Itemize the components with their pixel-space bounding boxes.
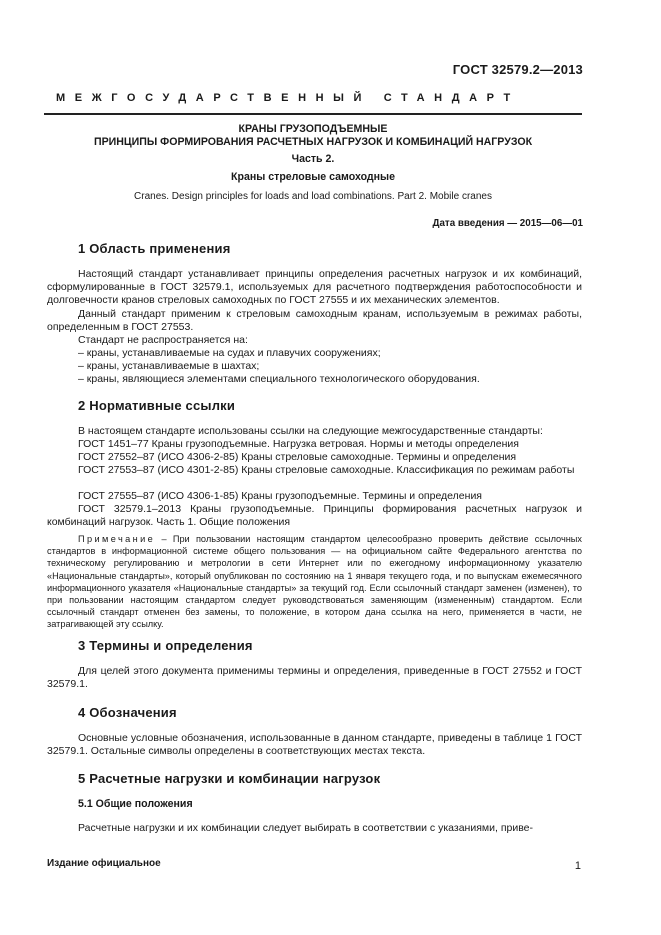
- title-english: Cranes. Design principles for loads and load combinations. Part 2. Mobile cranes: [134, 191, 492, 202]
- page-number: 1: [574, 860, 581, 872]
- note-label: Примечание: [78, 534, 156, 544]
- section-4-heading: 4 Обозначения: [78, 705, 177, 720]
- section-5-heading: 5 Расчетные нагрузки и комбинации нагрузок: [78, 771, 381, 786]
- section-1-paragraph-2-text: Данный стандарт применим к стреловым самоходным кранам, используемым в режимах работы, определенным в ГОСТ 27553.: [47, 308, 582, 334]
- title-part-name: Краны стреловые самоходные: [231, 171, 395, 183]
- section-1-paragraph-2: [47, 308, 582, 334]
- reference-item-text: ГОСТ 32579.1–2013 Краны грузоподъемные. Принципы формирования расчетных нагрузок и комбинаций нагрузок. Часть 1. Общие положения: [47, 503, 582, 529]
- subsection-5-1-heading: 5.1 Общие положения: [78, 798, 193, 810]
- section-2-heading: 2 Нормативные ссылки: [78, 398, 236, 413]
- section-1-paragraph-1-text: Настоящий стандарт устанавливает принципы определения расчетных нагрузок и их комбинаций, сформулированные в ГОСТ 32579.1, используемых для расчетного подтверждения работоспособности и долговечности кранов стреловых самоходных по ГОСТ 27555 и их механических элементов.: [47, 268, 582, 307]
- standard-banner: МЕЖГОСУДАРСТВЕННЫЙ СТАНДАРТ: [56, 92, 520, 104]
- section-3-paragraph-1: [47, 665, 582, 691]
- reference-item: ГОСТ 27552–87 (ИСО 4306-2-85) Краны стреловые самоходные. Термины и определения: [78, 451, 517, 463]
- list-item: – краны, являющиеся элементами специального технологического оборудования.: [78, 373, 480, 385]
- header-rule: [44, 113, 582, 115]
- section-3-heading: 3 Термины и определения: [78, 638, 253, 653]
- reference-item: ГОСТ 27555–87 (ИСО 4306-1-85) Краны грузоподъемные. Термины и определения: [78, 490, 482, 502]
- section-5-paragraph-1: [47, 822, 582, 835]
- note-text: – При пользовании настоящим стандартом целесообразно проверить действие ссылочных стандартов в информационной системе общего пользования — на официальном сайте Федерального агентства по техническому регулированию и метрологии в сети Интернет или по ежегодному информационному указателю «Национальные стандарты», который опубликован по состоянию на 1 января текущего года, и по выпускам ежемесячного информационного указателя «Национальные стандарты» за текущий год. Если ссылочный стандарт заменен (изменен), то при пользовании настоящим стандартом следует руководствоваться заменяющим (измененным) стандартом. Если ссылочный стандарт отменен без замены, то положение, в котором дана ссылка на него, применяется в части, не затрагивающей эту ссылку.: [47, 534, 582, 630]
- official-edition-label: Издание официальное: [47, 858, 161, 869]
- document-number: ГОСТ 32579.2—2013: [452, 62, 583, 77]
- section-5-paragraph-1-text: Расчетные нагрузки и их комбинации следует выбирать в соответствии с указаниями, приве-: [78, 822, 534, 834]
- references-note: [47, 533, 582, 631]
- section-1-paragraph-3: Стандарт не распространяется на:: [78, 334, 248, 346]
- introduction-date: Дата введения — 2015—06—01: [432, 218, 583, 229]
- section-1-paragraph-1: [47, 268, 582, 308]
- list-item: – краны, устанавливаемые в шахтах;: [78, 360, 260, 372]
- reference-item-text: ГОСТ 27553–87 (ИСО 4301-2-85) Краны стреловые самоходные. Классификация по режимам работы: [78, 464, 575, 476]
- section-3-paragraph-1-text: Для целей этого документа применимы термины и определения, приведенные в ГОСТ 27552 и ГОСТ 32579.1.: [47, 665, 582, 691]
- title-line-2: ПРИНЦИПЫ ФОРМИРОВАНИЯ РАСЧЕТНЫХ НАГРУЗОК И КОМБИНАЦИЙ НАГРУЗОК: [93, 136, 533, 148]
- list-item: – краны, устанавливаемые на судах и плавучих сооружениях;: [78, 347, 381, 359]
- section-4-paragraph-1-text: Основные условные обозначения, использованные в данном стандарте, приведены в таблице 1 ГОСТ 32579.1. Остальные символы определены в соответствующих местах текста.: [47, 732, 582, 758]
- section-1-heading: 1 Область применения: [78, 241, 231, 256]
- section-4-paragraph-1: [47, 732, 582, 758]
- title-line-1: КРАНЫ ГРУЗОПОДЪЕМНЫЕ: [238, 123, 388, 135]
- title-part: Часть 2.: [291, 153, 335, 165]
- reference-item: ГОСТ 1451–77 Краны грузоподъемные. Нагрузка ветровая. Нормы и методы определения: [78, 438, 519, 450]
- reference-item: [47, 464, 582, 477]
- section-2-intro: В настоящем стандарте использованы ссылки на следующие межгосударственные стандарты:: [78, 425, 543, 437]
- reference-item: [47, 503, 582, 529]
